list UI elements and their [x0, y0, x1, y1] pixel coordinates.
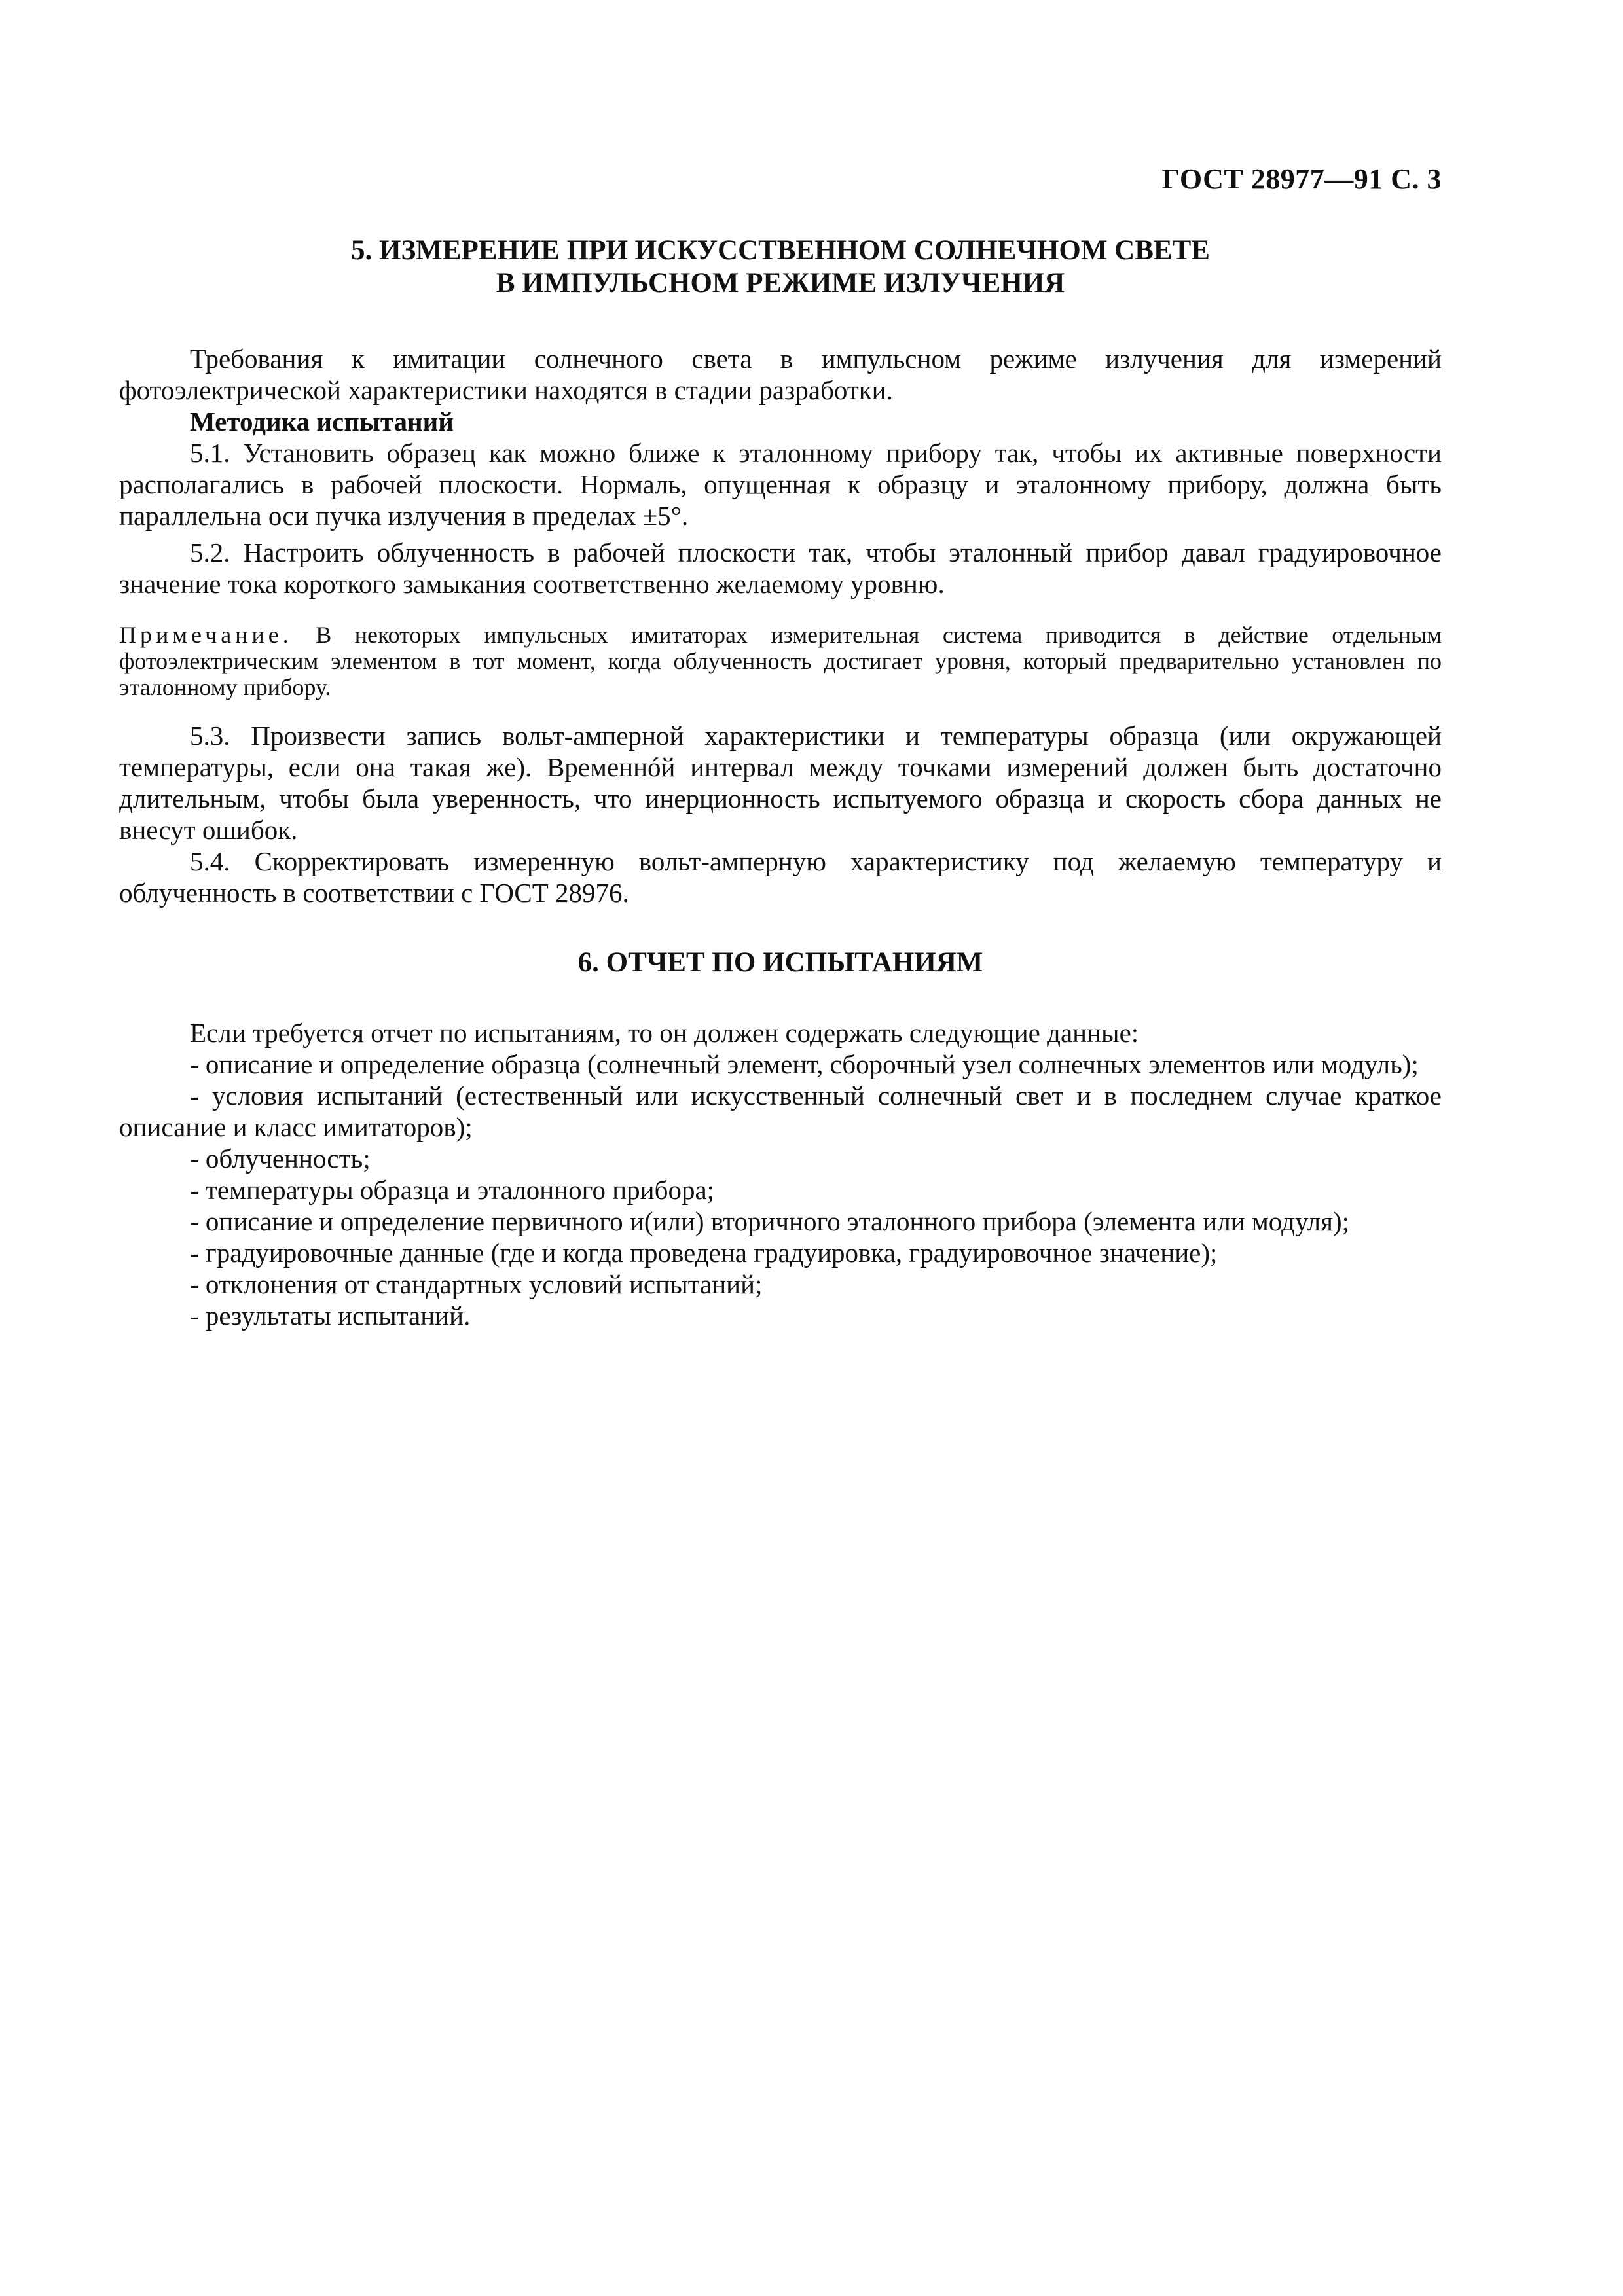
- method-heading: Методика испытаний: [190, 406, 454, 437]
- note-label: Примечание.: [119, 622, 293, 648]
- note: [119, 622, 1442, 700]
- section-6-title: 6. ОТЧЕТ ПО ИСПЫТАНИЯМ: [577, 947, 983, 978]
- section-5-title-line-2: В ИМПУЛЬСНОМ РЕЖИМЕ ИЗЛУЧЕНИЯ: [496, 268, 1065, 298]
- paragraph-5-2: 5.2. Настроить облученность в рабочей плоскости так, чтобы эталонный прибор давал градуировочное значение тока короткого замыкания соответственно желаемому уровню.: [119, 537, 1442, 599]
- list-item: - описание и определение первичного и(или) вторичного эталонного прибора (элемента или модуля);: [190, 1206, 1350, 1236]
- list-item: - градуировочные данные (где и когда проведена градуировка, градуировочное значение);: [190, 1238, 1218, 1268]
- section-6-intro: Если требуется отчет по испытаниям, то он должен содержать следующие данные:: [190, 1018, 1139, 1048]
- list-item: - результаты испытаний.: [190, 1300, 471, 1331]
- list-item: - условия испытаний (естественный или искусственный солнечный свет и в последнем случае краткое описание и класс имитаторов);: [119, 1081, 1442, 1142]
- note-text: В некоторых импульсных имитаторах измерительная система приводится в действие отдельным фотоэлектрическим элементом в тот момент, когда облученность достигает уровня, который предварительно установлен по эталонному прибору.: [119, 622, 1442, 700]
- paragraph-5-3: 5.3. Произвести запись вольт-амперной характеристики и температуры образца (или окружающей температуры, если она такая же). Временнóй интервал между точками измерений должен быть достаточно длительным, чтобы была уверенность, что инерционность испытуемого образца и скорость сбора данных не внесут ошибок.: [119, 721, 1442, 845]
- paragraph-5-1: 5.1. Установить образец как можно ближе к эталонному прибору так, чтобы их активные поверхности располагались в рабочей плоскости. Нормаль, опущенная к образцу и эталонному прибору, должна быть параллельна оси пучка излучения в пределах ±5°.: [119, 438, 1442, 531]
- page-content: [119, 234, 1442, 1331]
- section-5-title: [119, 234, 1442, 300]
- section-5-title-line-1: 5. ИЗМЕРЕНИЕ ПРИ ИСКУССТВЕННОМ СОЛНЕЧНОМ СВЕТЕ: [351, 235, 1210, 266]
- list-item: - температуры образца и эталонного прибора;: [190, 1175, 715, 1205]
- section-5-intro: Требования к имитации солнечного света в импульсном режиме излучения для измерений фотоэлектрической характеристики находятся в стадии разработки.: [119, 344, 1442, 405]
- paragraph-5-4: 5.4. Скорректировать измеренную вольт-амперную характеристику под желаемую температуру и облученность в соответствии с ГОСТ 28976.: [119, 846, 1442, 908]
- list-item: - облученность;: [190, 1143, 371, 1174]
- list-item: - отклонения от стандартных условий испытаний;: [190, 1269, 763, 1299]
- document-reference: ГОСТ 28977—91 С. 3: [1161, 163, 1442, 195]
- list-item: - описание и определение образца (солнечный элемент, сборочный узел солнечных элементов или модуль);: [190, 1049, 1419, 1079]
